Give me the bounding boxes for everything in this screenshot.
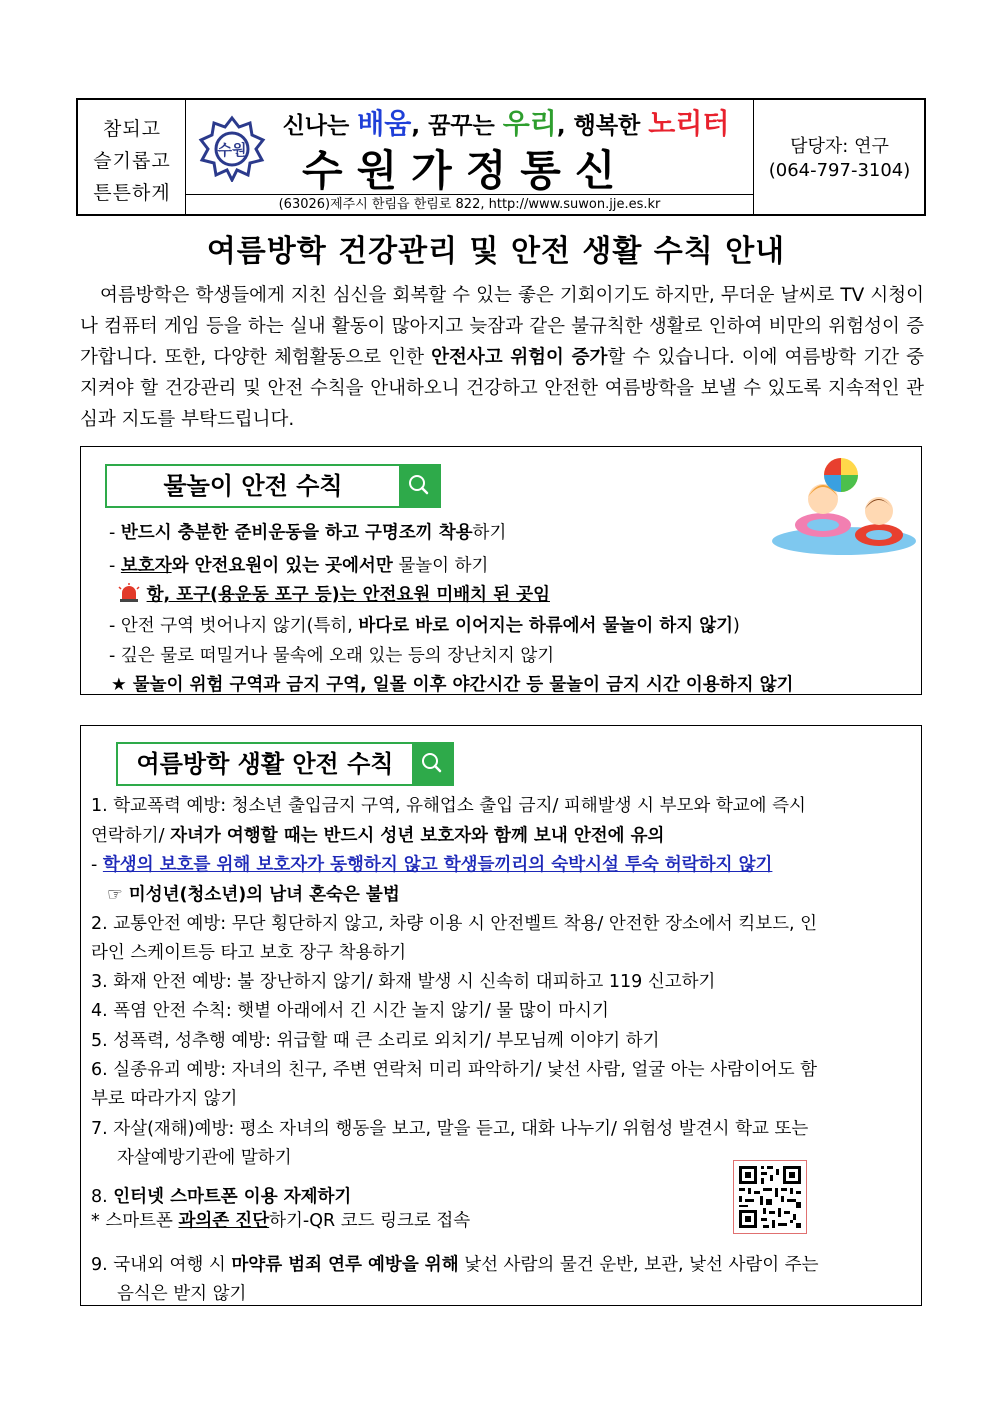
contact-phone: (064-797-3104) [768,160,911,181]
school-motto [78,100,186,214]
rule-text: ) [733,616,740,636]
water-rule-5: - 깊은 물로 떠밀거나 물속에 오래 있는 등의 장난치지 않기 [109,646,555,666]
rule-highlight-text: 학생의 보호를 위해 보호자가 동행하지 않고 학생들끼리의 숙박시설 투숙 허락하지 않기 [102,855,773,875]
intro-text: 여름방학은 학생들에게 지친 심신을 회복할 수 있는 좋은 기회이기도 하지만, 무더운 날씨로 TV 시청이나 컴퓨터 게임 등을 하는 실내 활동이 많아지고 늦잠과 같은 불규칙한 생활로 인하여 비만의 위험성이 증가합니다. 또한, 다양한 체험활동으로 인한 [80,285,924,368]
rule-9-line-1 [91,1251,819,1276]
slogan [266,102,746,142]
rule-text: 9. 국내외 여행 시 [91,1255,232,1275]
rule-bold-text: 와 안전요원이 있는 곳에서만 [171,556,393,576]
rule-text: * 스마트폰 [91,1211,179,1231]
rule-4: 4. 폭염 안전 수칙: 햇볕 아래에서 긴 시간 놀지 않기/ 물 많이 마시기 [91,1001,609,1021]
newsletter-header [76,98,926,216]
rule-8-line-2 [91,1207,470,1232]
rule-text: 낯선 사람의 물건 운반, 보관, 낯선 사람이 주는 [458,1255,819,1275]
intro-paragraph [80,280,924,435]
rule-8-line-1 [91,1183,351,1208]
water-safety-heading-text: 물놀이 안전 수칙 [163,472,343,500]
water-rule-6 [111,671,793,696]
intro-bold: 안전사고 위험이 증가 [431,347,608,368]
contact-label: 담당자: 연구 [790,136,889,157]
water-rule-2 [109,552,488,577]
motto-line: 슬기롭고 [93,150,171,172]
pointing-hand-icon: ☞ [107,885,123,905]
water-rule-1 [109,519,506,544]
water-rule-3 [117,581,550,606]
search-button[interactable] [399,466,439,506]
school-emblem-icon [198,114,266,182]
life-safety-heading-text: 여름방학 생활 안전 수칙 [136,750,394,778]
water-safety-heading [105,464,441,508]
rule-6-line-1: 6. 실종유괴 예방: 자녀의 친구, 주변 연락처 미리 파악하기/ 낯선 사람, 얼굴 아는 사람이어도 함 [91,1060,818,1080]
rule-text: - 안전 구역 벗어나지 않기(특히, [109,616,359,636]
children-swimming-illustration [771,455,917,559]
life-safety-box [80,725,922,1306]
rule-bold-underline: 항, 포구(용운동 포구 등)는 안전요원 미배치 된 곳임 [146,585,550,605]
slogan-part: , 꿈꾸는 [411,113,503,139]
page-title: 여름방학 건강관리 및 안전 생활 수칙 안내 [206,234,786,269]
life-safety-heading [116,742,454,786]
slogan-part: , 행복한 [556,113,649,139]
star-icon: ★ [111,675,133,695]
slogan-word-learning: 배움 [357,107,412,140]
rule-number: 8. [91,1187,114,1207]
motto-line: 튼튼하게 [93,182,171,204]
rule-2-line-1: 2. 교통안전 예방: 무단 횡단하지 않고, 차량 이용 시 안전벨트 착용/ 안전한 장소에서 킥보드, 인 [91,914,818,934]
rule-text: 하기 [472,523,507,543]
rule-1-line-2 [91,822,664,847]
water-safety-box [80,446,922,695]
emblem-text: 수원 [217,141,247,159]
siren-icon [117,583,141,603]
search-icon [412,744,452,784]
header-center [186,100,753,214]
water-rule-4 [109,612,740,637]
slogan-word-us: 우리 [502,107,557,140]
school-address: (63026)제주시 한림읍 한림로 822, http://www.suwon.jje.es.kr [186,194,753,214]
list-dash: - [109,556,121,576]
rule-bold-text: 반드시 충분한 준비운동을 하고 구명조끼 착용 [120,523,473,543]
rule-5: 5. 성폭력, 성추행 예방: 위급할 때 큰 소리로 외치기/ 부모님께 이야기 하기 [91,1031,660,1051]
rule-1-line-1: 1. 학교폭력 예방: 청소년 출입금지 구역, 유해업소 출입 금지/ 피해발생 시 부모와 학교에 즉시 [91,796,806,816]
rule-7-line-2: 자살예방기관에 말하기 [117,1148,292,1168]
rule-3: 3. 화재 안전 예방: 불 장난하지 않기/ 화재 발생 시 신속히 대피하고 119 신고하기 [91,972,716,992]
rule-bold-text: 자녀가 여행할 때는 반드시 성년 보호자와 함께 보내 안전에 유의 [170,826,665,846]
search-button[interactable] [412,744,452,784]
rule-1-line-4 [107,881,400,906]
newsletter-title: 수원가정통신 [302,146,630,195]
intro-text: 할 수 있습니다. 이에 여름방학 기간 중 지켜야 할 건강관리 및 안전 수칙을 안내하오니 건강하고 안전한 여름방학을 보낼 수 있도록 지속적인 관심과 지도를 부탁드립니다. [80,347,924,430]
rule-6-line-2: 부로 따라가지 않기 [91,1089,238,1109]
search-icon [399,466,439,506]
rule-bold-text: 인터넷 스마트폰 이용 자제하기 [113,1187,352,1207]
rule-text: 연락하기/ [91,826,171,846]
rule-bold-text: 바다로 바로 이어지는 하류에서 물놀이 하지 않기 [358,616,734,636]
contact-info [753,100,924,214]
rule-bold-text: 물놀이 위험 구역과 금지 구역, 일몰 이후 야간시간 등 물놀이 금지 시간 이용하지 않기 [132,675,794,695]
rule-bold-underline: 보호자 [120,556,172,576]
rule-9-line-2: 음식은 받지 않기 [117,1284,247,1304]
rule-bold-text: 미성년(청소년)의 남녀 혼숙은 불법 [122,885,400,905]
rule-bold-text: 마약류 범죄 연루 예방을 위해 [231,1255,459,1275]
slogan-part: 신나는 [282,113,358,139]
rule-text: 하기-QR 코드 링크로 접속 [269,1211,471,1231]
rule-text: 물놀이 하기 [392,556,489,576]
rule-2-line-2: 라인 스케이트등 타고 보호 장구 착용하기 [91,943,407,963]
slogan-word-playground: 노리터 [648,107,730,140]
rule-1-line-3 [91,851,772,876]
list-dash: - [109,523,121,543]
rule-7-line-1: 7. 자살(재해)예방: 평소 자녀의 행동을 보고, 말을 듣고, 대화 나누기/ 위험성 발견시 학교 또는 [91,1119,809,1139]
rule-bold-underline: 과의존 진단 [178,1211,270,1231]
list-dash: - [91,855,103,875]
qr-code[interactable] [733,1160,807,1234]
motto-line: 참되고 [102,118,162,140]
